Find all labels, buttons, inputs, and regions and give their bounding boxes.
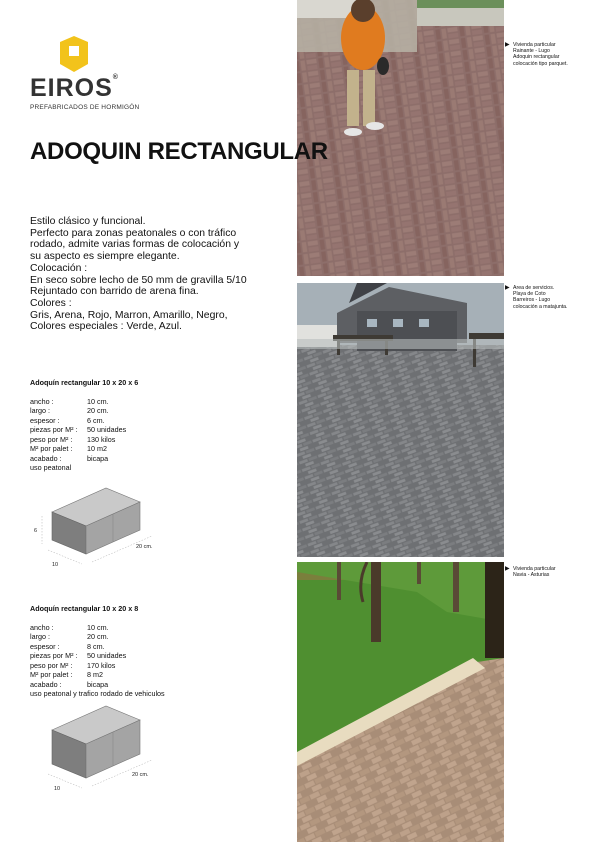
photo-caption-1: ▶ Vivienda particular Rainante - Lugo Adoquin rectangular colocación tipo parquet. [505,42,568,67]
photo-caption-2: ▶ Area de servicios. Playa de Coto Barreiros - Lugo colocación a matajunta. [505,285,568,310]
spec-block-10x20x6 [30,378,138,473]
spec-row: espesor : 6 cm. [30,415,105,425]
description-line: Colores : [30,297,72,309]
page-title: ADOQUIN RECTANGULAR [30,138,328,165]
caption-arrow-icon: ▶ [505,566,510,572]
spec-use: uso peatonal y trafico rodado de vehiculos [30,689,165,698]
spec-title: Adoquín rectangular 10 x 20 x 6 [30,378,139,387]
spec-use: uso peatonal [30,463,72,472]
brand-name: EIROS® [30,74,119,102]
spec-row: espesor : 8 cm. [30,641,105,651]
spec-row: piezas por M² : 50 unidades [30,425,127,434]
caption-arrow-icon: ▶ [505,285,510,291]
caption-arrow-icon: ▶ [505,42,510,48]
spec-block-10x20x8 [30,604,165,699]
spec-row: peso por M² : 170 kilos [30,660,116,670]
spec-row: ancho : 10 cm. [30,396,109,406]
description-line: Colores especiales : Verde, Azul. [30,321,182,333]
description-line: rodado, admite varias formas de colocación y [30,239,240,251]
spec-row: largo : 20 cm. [30,406,109,415]
description-line: Colocación : [30,262,88,274]
dim-length: 20 cm. [132,772,149,778]
description-line: Estilo clásico y funcional. [30,216,146,227]
spec-row: M² por palet : 10 m2 [30,444,107,453]
spec-row: largo : 20 cm. [30,632,109,641]
dim-height: 6 [34,528,38,534]
photo-caption-3: ▶ Vivienda particular Navia - Asturias [505,566,556,579]
description-line: su aspecto es siempre elegante. [30,251,180,263]
paver-drawing-10x20x8 [28,700,160,792]
product-description [30,216,300,333]
spec-row: piezas por M² : 50 unidades [30,651,127,660]
dim-length: 20 cm. [136,544,153,550]
spec-row: ancho : 10 cm. [30,622,109,632]
description-line: En seco sobre lecho de 50 mm de gravilla 5/10 [30,274,247,286]
photo-grey-paving-service-area [297,283,504,557]
brand-logo [30,36,140,116]
spec-row: acabado : bicapa [30,679,109,689]
description-line: Rejuntado con barrido de arena fina. [30,286,199,298]
spec-row: M² por palet : 8 m2 [30,670,103,679]
spec-title: Adoquín rectangular 10 x 20 x 8 [30,604,139,613]
eiros-logo-icon [56,36,92,72]
description-line: Perfecto para zonas peatonales o con tráfico [30,227,237,239]
dim-width: 10 [54,786,61,792]
photo-beige-paving-garden [297,562,504,842]
spec-row: acabado : bicapa [30,453,109,463]
spec-row: peso por M² : 130 kilos [30,434,116,444]
brand-tagline: PREFABRICADOS DE HORMIGÓN [30,104,140,111]
description-line: Gris, Arena, Rojo, Marron, Amarillo, Negro, [30,309,228,321]
dim-width: 10 [52,562,59,568]
paver-drawing-10x20x6 [28,480,160,572]
photo-red-paving-child [297,0,504,276]
